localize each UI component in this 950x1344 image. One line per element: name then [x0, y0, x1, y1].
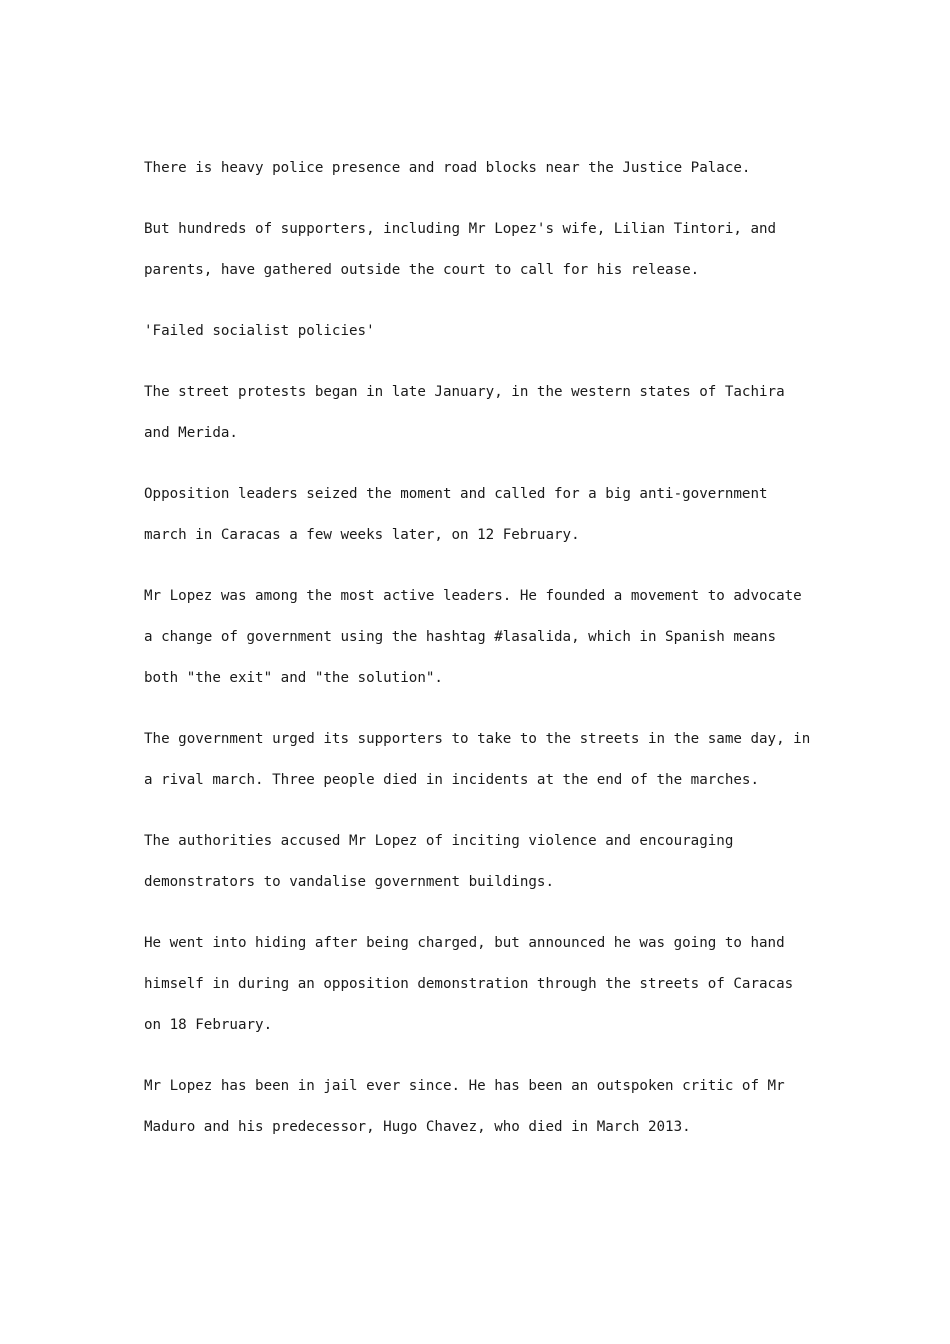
paragraph-supporters: But hundreds of supporters, including Mr Lopez's wife, Lilian Tintori, and parents, have gathered outside the court to call for his release.	[144, 221, 785, 278]
paragraph-hiding: He went into hiding after being charged, but announced he was going to hand himself in during an opposition demonstration through the streets of Caracas on 18 February.	[144, 935, 802, 1033]
paragraph-lopez-movement: Mr Lopez was among the most active leaders. He founded a movement to advocate a change of government using the hashtag #lasalida, which in Spanish means both "the exit" and "the solution".	[144, 588, 811, 686]
document-page	[144, 148, 819, 1168]
paragraph-government-march: The government urged its supporters to take to the streets in the same day, in a rival march. Three people died in incidents at the end of the marches.	[144, 731, 819, 788]
section-heading: 'Failed socialist policies'	[144, 323, 375, 339]
paragraph-police-presence: There is heavy police presence and road blocks near the Justice Palace.	[144, 160, 751, 176]
paragraph-jail: Mr Lopez has been in jail ever since. He has been an outspoken critic of Mr Maduro and his predecessor, Hugo Chavez, who died in March 2013.	[144, 1078, 794, 1135]
paragraph-street-protests: The street protests began in late January, in the western states of Tachira and Merida.	[144, 384, 794, 441]
paragraph-authorities: The authorities accused Mr Lopez of inciting violence and encouraging demonstrators to vandalise government buildings.	[144, 833, 742, 890]
paragraph-opposition-leaders: Opposition leaders seized the moment and called for a big anti-government march in Caracas a few weeks later, on 12 February.	[144, 486, 777, 543]
